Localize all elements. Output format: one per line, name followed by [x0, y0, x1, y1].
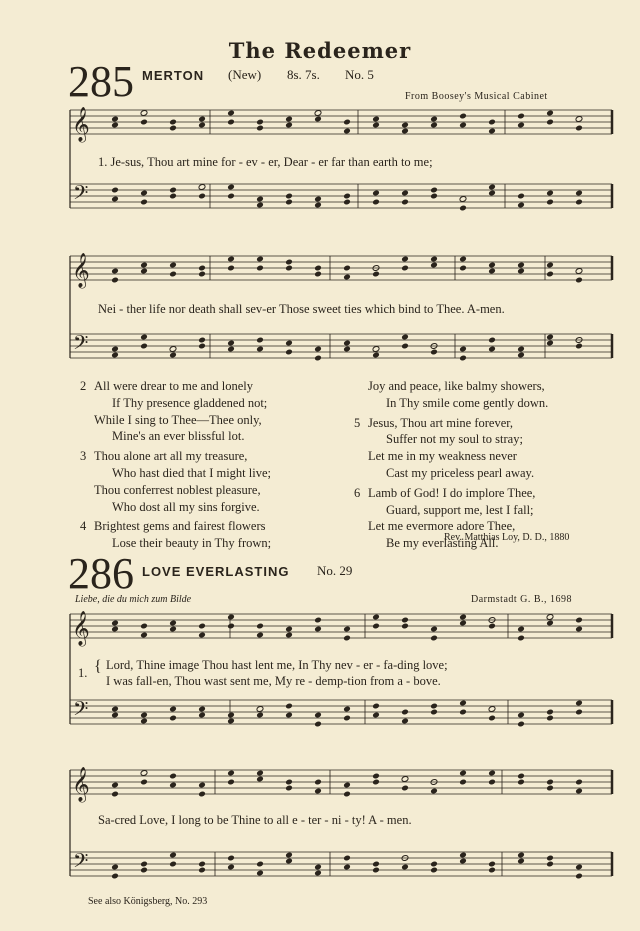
- lyrics-line-2: Nei - ther life nor death shall sev-er Those sweet ties which bind to Thee. A-men.: [98, 302, 505, 316]
- brace-symbol: {: [94, 658, 102, 675]
- hymn-number: 286: [68, 549, 134, 598]
- tune-name: MERTON: [142, 68, 205, 83]
- verse-line: Guard, support me, lest I fall;: [386, 502, 534, 517]
- verse-line: While I sing to Thee—Thee only,: [94, 412, 262, 427]
- tune-note: (New): [228, 67, 262, 82]
- verse-number: 4: [80, 519, 87, 534]
- tune-name: LOVE EVERLASTING: [142, 564, 290, 579]
- verses-left: [80, 378, 340, 552]
- verse-line: 3 Thou alone art all my treasure,: [80, 449, 248, 464]
- verse-line: 2 All were drear to me and lonely: [80, 379, 253, 393]
- verse-line: Let me evermore adore Thee,: [368, 519, 516, 534]
- verse-line: 6 Lamb of God! I do implore Thee,: [354, 485, 536, 500]
- verses-right: [354, 378, 624, 552]
- svg-text:𝄢: 𝄢: [73, 181, 89, 209]
- svg-text:𝄞: 𝄞: [72, 611, 90, 646]
- svg-text:𝄞: 𝄞: [72, 767, 90, 802]
- author-attribution: Rev. Matthias Loy, D. D., 1880: [444, 532, 570, 543]
- verse-line: Let me in my weakness never: [368, 449, 517, 464]
- verse-line: Suffer not my soul to stray;: [386, 432, 523, 447]
- see-also-note: See also Königsberg, No. 293: [88, 896, 208, 907]
- verse-line: Mine's an ever blissful lot.: [112, 429, 245, 444]
- svg-text:𝄢: 𝄢: [73, 331, 89, 359]
- verse-line: Who hast died that I might live;: [112, 465, 271, 480]
- lyrics-line-1: 1. Je-sus, Thou art mine for - ev - er, Dear - er far than earth to me;: [98, 155, 433, 169]
- verse-number: 6: [354, 485, 361, 500]
- verse-number: 3: [80, 449, 87, 464]
- verse-line: Be my everlasting All.: [386, 536, 499, 551]
- verse-line: 4 Brightest gems and fairest flowers: [80, 519, 266, 534]
- meter: 8s. 7s.: [287, 67, 320, 82]
- verse-line: Lose their beauty in Thy frown;: [112, 536, 272, 551]
- meter-number: No. 29: [317, 563, 353, 578]
- svg-text:𝄢: 𝄢: [73, 697, 89, 725]
- lyrics-line-1a: Lord, Thine image Thou hast lent me, In Thy nev - er - fa-ding love;: [106, 658, 448, 672]
- svg-text:𝄢: 𝄢: [73, 849, 89, 877]
- verse-line: In Thy smile come gently down.: [386, 395, 549, 410]
- verse-line: 5 Jesus, Thou art mine forever,: [354, 415, 514, 430]
- meter-number: No. 5: [345, 67, 374, 82]
- verse-line: Joy and peace, like balmy showers,: [368, 379, 545, 393]
- svg-text:𝄞: 𝄞: [72, 253, 90, 288]
- svg-text:𝄞: 𝄞: [72, 107, 90, 142]
- section-title: The Redeemer: [228, 38, 412, 63]
- verse-number: 2: [80, 379, 87, 393]
- lyrics-line-1b: I was fall-en, Thou wast sent me, My re - demp-tion from a - bove.: [106, 674, 441, 688]
- verse-line: Who dost all my sins forgive.: [112, 499, 260, 514]
- verse-number: 1.: [78, 666, 88, 680]
- verse-line: If Thy presence gladdened not;: [112, 395, 268, 410]
- hymn-number: 285: [68, 57, 134, 106]
- lyrics-line-2: Sa-cred Love, I long to be Thine to all e - ter - ni - ty! A - men.: [98, 813, 412, 827]
- tune-source: Darmstadt G. B., 1698: [471, 594, 573, 605]
- tune-source: From Boosey's Musical Cabinet: [405, 91, 548, 102]
- original-text-title: Liebe, die du mich zum Bilde: [75, 594, 192, 605]
- verse-line: Cast my priceless pearl away.: [386, 465, 535, 480]
- verse-number: 5: [354, 415, 361, 430]
- verse-line: Thou conferrest noblest pleasure,: [94, 482, 261, 497]
